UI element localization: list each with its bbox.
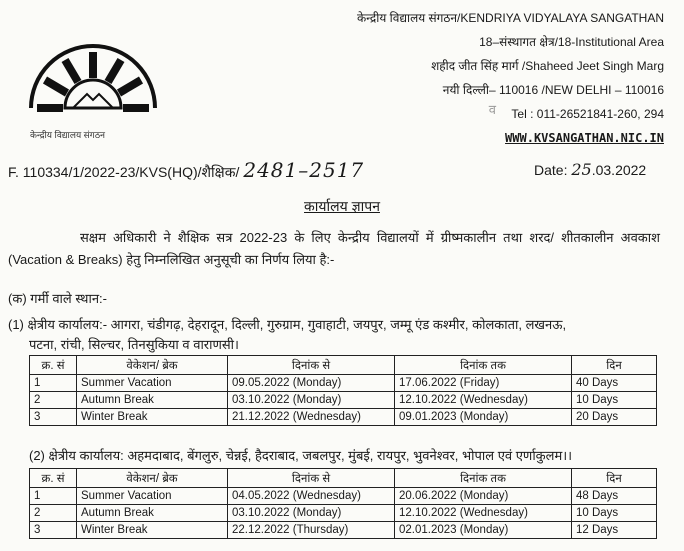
cell: 1 [30,488,77,505]
cell: 03.10.2022 (Monday) [228,392,395,409]
table-row [30,488,657,505]
address-block [357,6,664,150]
cell: 04.05.2022 (Wednesday) [228,488,395,505]
cell: Autumn Break [77,505,228,522]
area-line: 18–संस्थागत क्षेत्र/18-Institutional Area [479,35,664,49]
org-name: केन्द्रीय विद्यालय संगठन/KENDRIYA VIDYALAYA SANGATHAN [356,11,664,25]
cell: 12 Days [572,522,657,539]
street-line: शहीद जीत सिंह मार्ग /Shaheed Jeet Singh Marg [431,59,664,73]
cell: 2 [30,392,77,409]
telephone-line: Tel : 011-26521841-260, 294 [511,107,664,121]
col-header-days: दिन [572,356,657,375]
website-link[interactable]: WWW.KVSANGATHAN.NIC.IN [505,131,664,145]
cell: 40 Days [572,375,657,392]
memo-title: कार्यालय ज्ञापन [304,198,380,214]
cell: 02.01.2023 (Monday) [395,522,572,539]
cell: 10 Days [572,392,657,409]
cell: 17.06.2022 (Friday) [395,375,572,392]
col-header-to: दिनांक तक [395,356,572,375]
cell: 09.05.2022 (Monday) [228,375,395,392]
cell: Summer Vacation [77,488,228,505]
cell: Winter Break [77,522,228,539]
kvs-logo-icon [18,8,168,133]
file-number-handwritten: 2481–2517 [243,158,365,182]
table-header-row [30,356,657,375]
cell: 03.10.2022 (Monday) [228,505,395,522]
cell: 21.12.2022 (Wednesday) [228,409,395,426]
region-2-label: (2) क्षेत्रीय कार्यालय: अहमदाबाद, बेंगलुरु, चेन्नई, हैदराबाद, जबलपुर, मुंबई, रायपुर, भुवनेश्वर, भोपाल एवं एर्णाकुलम।। [29,448,573,463]
section-a-title: (क) गर्मी वाले स्थान:- [8,291,107,306]
col-header-vacation: वेकेशन/ ब्रेक [77,469,228,488]
col-header-from: दिनांक से [228,356,395,375]
cell: 22.12.2022 (Thursday) [228,522,395,539]
cell: 20.06.2022 (Monday) [395,488,572,505]
table-row [30,505,657,522]
region-1-label-cont: पटना, रांची, सिल्चर, तिनसुकिया व वाराणसी। [29,337,239,352]
col-header-vacation: वेकेशन/ ब्रेक [77,356,228,375]
cell: 12.10.2022 (Wednesday) [395,505,572,522]
intro-text: सक्षम अधिकारी ने शैक्षिक सत्र 2022-23 के लिए केन्द्रीय विद्यालयों में ग्रीष्मकालीन तथा शरद/ शीतकालीन अवकाश (Vacation & Breaks) हेतु निम्नलिखित अनुसूची का निर्णय लिया है:- [8,230,660,267]
col-header-sno: क्र. सं [30,469,77,488]
table-header-row [30,469,657,488]
schedule-table-2 [29,468,657,539]
memo-date [534,160,646,179]
cell: 3 [30,409,77,426]
col-header-to: दिनांक तक [395,469,572,488]
file-number-printed: F. 110334/1/2022-23/KVS(HQ)/शैक्षिक/ [8,164,240,180]
schedule-table-1 [29,355,657,426]
kvs-logo [18,8,168,148]
table-row [30,522,657,539]
logo-caption: केन्द्रीय विद्यालय संगठन [30,130,106,140]
cell: 48 Days [572,488,657,505]
date-label: Date: [534,162,568,178]
file-number [8,158,364,182]
date-rest: .03.2022 [591,162,647,178]
cell: Winter Break [77,409,228,426]
table-row [30,409,657,426]
col-header-from: दिनांक से [228,469,395,488]
cell: 1 [30,375,77,392]
cell: Summer Vacation [77,375,228,392]
date-day-handwritten: 25 [571,160,592,179]
city-line: नयी दिल्ली– 110016 /NEW DELHI – 110016 [442,83,664,97]
table-row [30,375,657,392]
cell: 12.10.2022 (Wednesday) [395,392,572,409]
intro-paragraph [8,227,660,271]
cell: 2 [30,505,77,522]
cell: 09.01.2023 (Monday) [395,409,572,426]
table-row [30,392,657,409]
col-header-days: दिन [572,469,657,488]
region-1-label: (1) क्षेत्रीय कार्यालय:- आगरा, चंडीगढ़, देहरादून, दिल्ली, गुरुग्राम, गुवाहाटी, जयपुर, जम्मू एंड कश्मीर, कोलकाता, लखनऊ, [8,317,567,332]
logo-letter: व [488,102,496,117]
cell: 3 [30,522,77,539]
cell: 20 Days [572,409,657,426]
cell: Autumn Break [77,392,228,409]
cell: 10 Days [572,505,657,522]
col-header-sno: क्र. सं [30,356,77,375]
